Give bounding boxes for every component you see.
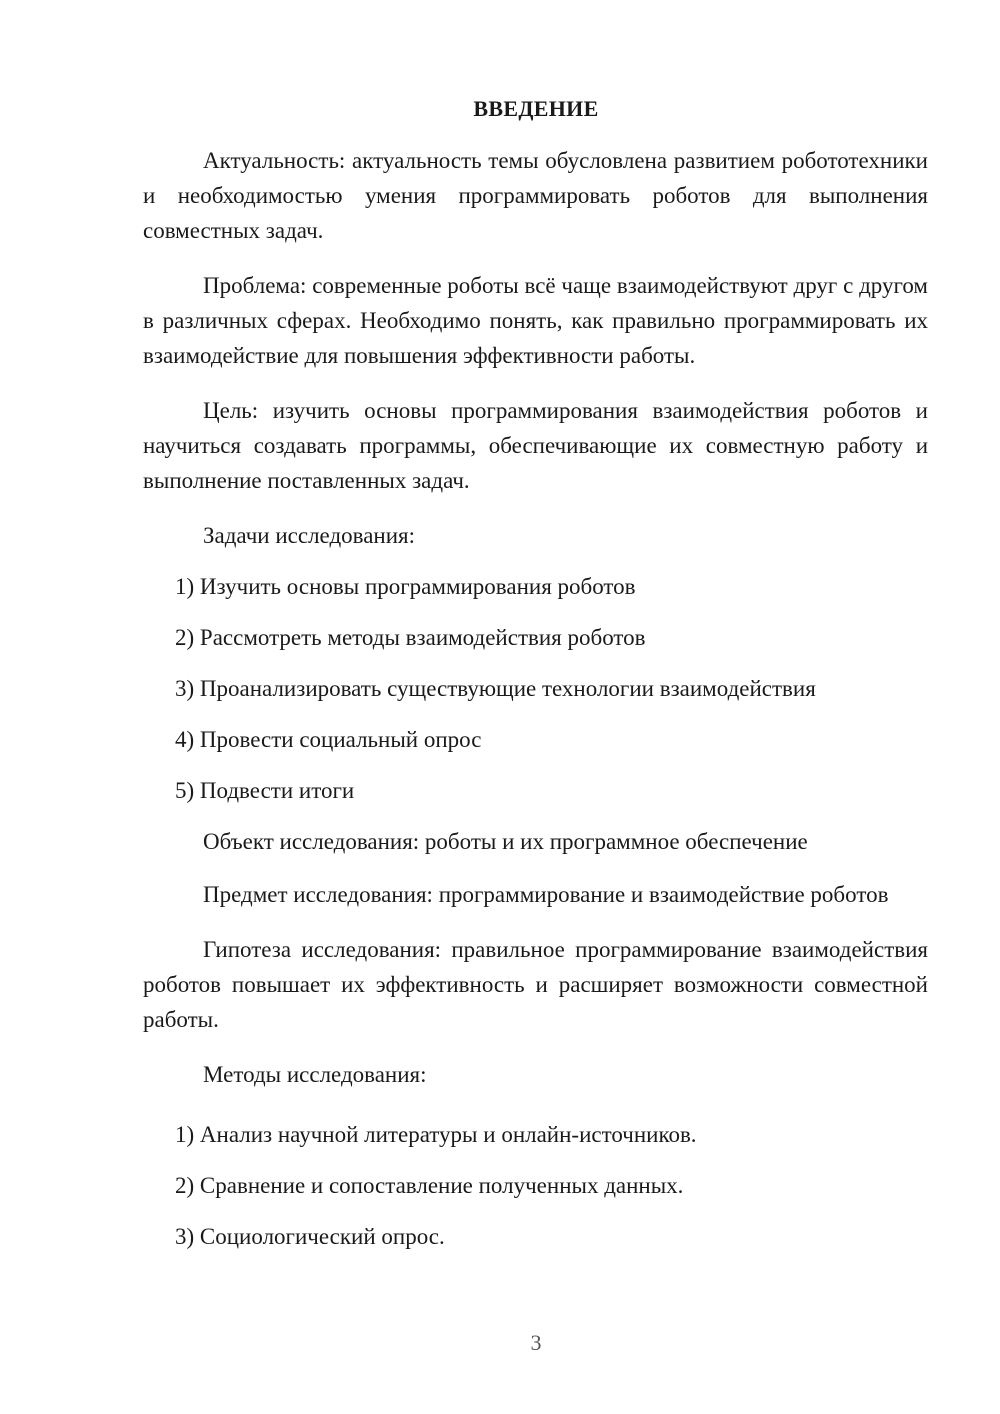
- task-item-5: 5) Подвести итоги: [175, 778, 355, 803]
- page-number: 3: [530, 1330, 542, 1355]
- method-item-2: 2) Сравнение и сопоставление полученных данных.: [175, 1173, 684, 1198]
- problem-paragraph: Проблема: современные роботы всё чаще взаимодействуют друг с другом в различных сферах. Необходимо понять, как правильно программировать их взаимодействие для повышения эффективности работы.: [143, 273, 928, 368]
- methods-heading: Методы исследования:: [203, 1062, 427, 1087]
- goal-paragraph: Цель: изучить основы программирования взаимодействия роботов и научиться создавать программы, обеспечивающие их совместную работу и выполнение поставленных задач.: [143, 398, 928, 493]
- task-item-3: 3) Проанализировать существующие технологии взаимодействия: [175, 676, 816, 701]
- task-item-4: 4) Провести социальный опрос: [175, 727, 482, 752]
- document-body: [143, 143, 928, 1254]
- tasks-heading: Задачи исследования:: [203, 523, 416, 548]
- object-paragraph: Объект исследования: роботы и их программное обеспечение: [203, 829, 808, 854]
- relevance-paragraph: Актуальность: актуальность темы обусловлена развитием робототехники и необходимостью умения программировать роботов для выполнения совместных задач.: [143, 148, 928, 243]
- tasks-list: [143, 569, 928, 808]
- task-item-2: 2) Рассмотреть методы взаимодействия роботов: [175, 625, 646, 650]
- task-item-1: 1) Изучить основы программирования роботов: [175, 574, 636, 599]
- hypothesis-paragraph: Гипотеза исследования: правильное программирование взаимодействия роботов повышает их эффективность и расширяет возможности совместной работы.: [143, 937, 928, 1032]
- method-item-1: 1) Анализ научной литературы и онлайн-источников.: [175, 1122, 697, 1147]
- methods-list: [143, 1117, 928, 1254]
- method-item-3: 3) Социологический опрос.: [175, 1224, 445, 1249]
- subject-paragraph: Предмет исследования: программирование и взаимодействие роботов: [203, 882, 889, 907]
- section-title: ВВЕДЕНИЕ: [473, 96, 599, 121]
